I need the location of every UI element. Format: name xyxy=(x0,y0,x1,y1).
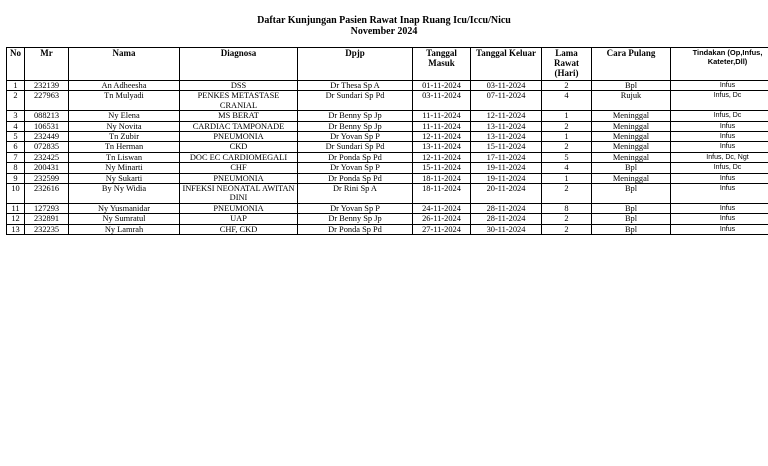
cell-lama-rawat: 5 xyxy=(542,152,592,162)
cell-cara-pulang: Meninggal xyxy=(592,142,671,152)
cell-no: 4 xyxy=(7,121,25,131)
cell-nama: Tn Herman xyxy=(69,142,180,152)
cell-tanggal-masuk: 13-11-2024 xyxy=(413,142,471,152)
column-header-no: No xyxy=(7,48,25,81)
cell-tanggal-keluar: 28-11-2024 xyxy=(471,214,542,224)
cell-tanggal-masuk: 11-11-2024 xyxy=(413,121,471,131)
cell-tanggal-masuk: 12-11-2024 xyxy=(413,132,471,142)
cell-dpjp: Dr Yovan Sp P xyxy=(298,203,413,213)
cell-tindakan: Infus, Dc, Ngt xyxy=(671,152,768,162)
cell-lama-rawat: 2 xyxy=(542,121,592,131)
cell-diagnosa: MS BERAT xyxy=(180,111,298,121)
cell-diagnosa: INFEKSI NEONATAL AWITAN DINI xyxy=(180,184,298,204)
cell-cara-pulang: Bpl xyxy=(592,203,671,213)
cell-tanggal-keluar: 13-11-2024 xyxy=(471,132,542,142)
cell-tanggal-keluar: 17-11-2024 xyxy=(471,152,542,162)
cell-lama-rawat: 2 xyxy=(542,142,592,152)
table-row xyxy=(7,224,768,234)
cell-cara-pulang: Rujuk xyxy=(592,91,671,111)
cell-dpjp: Dr Benny Sp Jp xyxy=(298,214,413,224)
cell-mr: 227963 xyxy=(25,91,69,111)
cell-diagnosa: PENKES METASTASE CRANIAL xyxy=(180,91,298,111)
cell-lama-rawat: 2 xyxy=(542,184,592,204)
cell-dpjp: Dr Sundari Sp Pd xyxy=(298,142,413,152)
table-row xyxy=(7,81,768,91)
cell-nama: An Adheesha xyxy=(69,81,180,91)
cell-cara-pulang: Bpl xyxy=(592,184,671,204)
column-header-nama: Nama xyxy=(69,48,180,81)
cell-tanggal-keluar: 19-11-2024 xyxy=(471,173,542,183)
cell-no: 5 xyxy=(7,132,25,142)
cell-mr: 127293 xyxy=(25,203,69,213)
cell-dpjp: Dr Thesa Sp A xyxy=(298,81,413,91)
cell-no: 13 xyxy=(7,224,25,234)
cell-tanggal-keluar: 19-11-2024 xyxy=(471,163,542,173)
cell-tanggal-masuk: 18-11-2024 xyxy=(413,184,471,204)
cell-lama-rawat: 4 xyxy=(542,91,592,111)
cell-mr: 232425 xyxy=(25,152,69,162)
cell-no: 11 xyxy=(7,203,25,213)
table-row xyxy=(7,163,768,173)
cell-lama-rawat: 2 xyxy=(542,224,592,234)
cell-dpjp: Dr Benny Sp Jp xyxy=(298,121,413,131)
column-header-mr: Mr xyxy=(25,48,69,81)
table-row xyxy=(7,91,768,111)
cell-tindakan: Infus, Dc xyxy=(671,111,768,121)
cell-tanggal-keluar: 15-11-2024 xyxy=(471,142,542,152)
cell-nama: Tn Mulyadi xyxy=(69,91,180,111)
cell-lama-rawat: 1 xyxy=(542,173,592,183)
cell-dpjp: Dr Ponda Sp Pd xyxy=(298,224,413,234)
cell-cara-pulang: Bpl xyxy=(592,81,671,91)
cell-cara-pulang: Bpl xyxy=(592,163,671,173)
cell-diagnosa: CKD xyxy=(180,142,298,152)
cell-mr: 232449 xyxy=(25,132,69,142)
patient-visits-table xyxy=(6,47,768,235)
column-header-lama-rawat: Lama Rawat (Hari) xyxy=(542,48,592,81)
cell-tanggal-masuk: 15-11-2024 xyxy=(413,163,471,173)
cell-tanggal-keluar: 28-11-2024 xyxy=(471,203,542,213)
cell-diagnosa: DOC EC CARDIOMEGALI xyxy=(180,152,298,162)
table-row xyxy=(7,203,768,213)
cell-no: 7 xyxy=(7,152,25,162)
column-header-dpjp: Dpjp xyxy=(298,48,413,81)
cell-diagnosa: DSS xyxy=(180,81,298,91)
cell-nama: Tn Zubir xyxy=(69,132,180,142)
cell-nama: Ny Yusmanidar xyxy=(69,203,180,213)
cell-tanggal-keluar: 20-11-2024 xyxy=(471,184,542,204)
cell-cara-pulang: Meninggal xyxy=(592,111,671,121)
cell-dpjp: Dr Rini Sp A xyxy=(298,184,413,204)
cell-tindakan: Infus xyxy=(671,173,768,183)
cell-no: 9 xyxy=(7,173,25,183)
cell-tanggal-keluar: 30-11-2024 xyxy=(471,224,542,234)
cell-dpjp: Dr Ponda Sp Pd xyxy=(298,152,413,162)
cell-tanggal-masuk: 03-11-2024 xyxy=(413,91,471,111)
cell-tanggal-masuk: 27-11-2024 xyxy=(413,224,471,234)
cell-cara-pulang: Meninggal xyxy=(592,152,671,162)
cell-diagnosa: UAP xyxy=(180,214,298,224)
table-header-row xyxy=(7,48,768,81)
cell-mr: 200431 xyxy=(25,163,69,173)
table-row xyxy=(7,184,768,204)
column-header-cara-pulang: Cara Pulang xyxy=(592,48,671,81)
cell-lama-rawat: 1 xyxy=(542,111,592,121)
cell-nama: Ny Minarti xyxy=(69,163,180,173)
cell-no: 2 xyxy=(7,91,25,111)
cell-dpjp: Dr Sundari Sp Pd xyxy=(298,91,413,111)
cell-lama-rawat: 8 xyxy=(542,203,592,213)
cell-tanggal-keluar: 07-11-2024 xyxy=(471,91,542,111)
cell-tindakan: Infus xyxy=(671,121,768,131)
column-header-tanggal-masuk: Tanggal Masuk xyxy=(413,48,471,81)
cell-lama-rawat: 2 xyxy=(542,81,592,91)
cell-tanggal-keluar: 03-11-2024 xyxy=(471,81,542,91)
cell-nama: Ny Sumratul xyxy=(69,214,180,224)
cell-no: 3 xyxy=(7,111,25,121)
cell-diagnosa: PNEUMONIA xyxy=(180,132,298,142)
cell-tindakan: Infus xyxy=(671,142,768,152)
cell-tindakan: Infus, Dc xyxy=(671,163,768,173)
cell-mr: 232139 xyxy=(25,81,69,91)
report-header xyxy=(0,15,768,37)
cell-mr: 232235 xyxy=(25,224,69,234)
cell-dpjp: Dr Yovan Sp P xyxy=(298,163,413,173)
cell-nama: Ny Novita xyxy=(69,121,180,131)
cell-diagnosa: PNEUMONIA xyxy=(180,173,298,183)
cell-mr: 072835 xyxy=(25,142,69,152)
cell-tindakan: Infus xyxy=(671,81,768,91)
cell-tanggal-masuk: 24-11-2024 xyxy=(413,203,471,213)
cell-lama-rawat: 2 xyxy=(542,214,592,224)
table-row xyxy=(7,142,768,152)
cell-lama-rawat: 1 xyxy=(542,132,592,142)
cell-lama-rawat: 4 xyxy=(542,163,592,173)
report-title: Daftar Kunjungan Pasien Rawat Inap Ruang Icu/Iccu/Nicu xyxy=(257,15,511,26)
cell-tindakan: Infus xyxy=(671,203,768,213)
column-header-diagnosa: Diagnosa xyxy=(180,48,298,81)
table-body xyxy=(7,81,768,235)
cell-tanggal-masuk: 11-11-2024 xyxy=(413,111,471,121)
cell-tanggal-masuk: 01-11-2024 xyxy=(413,81,471,91)
table-row xyxy=(7,132,768,142)
cell-diagnosa: CHF, CKD xyxy=(180,224,298,234)
cell-no: 10 xyxy=(7,184,25,204)
cell-no: 1 xyxy=(7,81,25,91)
table-row xyxy=(7,121,768,131)
cell-dpjp: Dr Yovan Sp P xyxy=(298,132,413,142)
cell-diagnosa: CHF xyxy=(180,163,298,173)
cell-mr: 232891 xyxy=(25,214,69,224)
cell-nama: Ny Sukarti xyxy=(69,173,180,183)
cell-tanggal-masuk: 18-11-2024 xyxy=(413,173,471,183)
cell-dpjp: Dr Ponda Sp Pd xyxy=(298,173,413,183)
cell-dpjp: Dr Benny Sp Jp xyxy=(298,111,413,121)
cell-nama: Ny Elena xyxy=(69,111,180,121)
cell-tindakan: Infus xyxy=(671,184,768,204)
cell-tanggal-keluar: 13-11-2024 xyxy=(471,121,542,131)
cell-nama: Tn Liswan xyxy=(69,152,180,162)
cell-tindakan: Infus xyxy=(671,224,768,234)
table-row xyxy=(7,214,768,224)
column-header-tindakan: Tindakan (Op,Infus, Kateter,Dll) xyxy=(671,48,768,81)
cell-cara-pulang: Meninggal xyxy=(592,121,671,131)
cell-no: 8 xyxy=(7,163,25,173)
cell-tanggal-masuk: 26-11-2024 xyxy=(413,214,471,224)
cell-mr: 232616 xyxy=(25,184,69,204)
cell-mr: 232599 xyxy=(25,173,69,183)
cell-cara-pulang: Meninggal xyxy=(592,173,671,183)
cell-cara-pulang: Bpl xyxy=(592,214,671,224)
cell-mr: 088213 xyxy=(25,111,69,121)
table-row xyxy=(7,111,768,121)
table-row xyxy=(7,173,768,183)
column-header-tanggal-keluar: Tanggal Keluar xyxy=(471,48,542,81)
cell-no: 6 xyxy=(7,142,25,152)
cell-mr: 106531 xyxy=(25,121,69,131)
cell-cara-pulang: Meninggal xyxy=(592,132,671,142)
cell-cara-pulang: Bpl xyxy=(592,224,671,234)
cell-tindakan: Infus, Dc xyxy=(671,91,768,111)
report-subtitle: November 2024 xyxy=(350,26,418,37)
cell-tanggal-keluar: 12-11-2024 xyxy=(471,111,542,121)
table-row xyxy=(7,152,768,162)
cell-diagnosa: CARDIAC TAMPONADE xyxy=(180,121,298,131)
cell-no: 12 xyxy=(7,214,25,224)
cell-nama: By Ny Widia xyxy=(69,184,180,204)
cell-nama: Ny Lamrah xyxy=(69,224,180,234)
cell-tindakan: Infus xyxy=(671,132,768,142)
cell-tindakan: Infus xyxy=(671,214,768,224)
cell-diagnosa: PNEUMONIA xyxy=(180,203,298,213)
cell-tanggal-masuk: 12-11-2024 xyxy=(413,152,471,162)
